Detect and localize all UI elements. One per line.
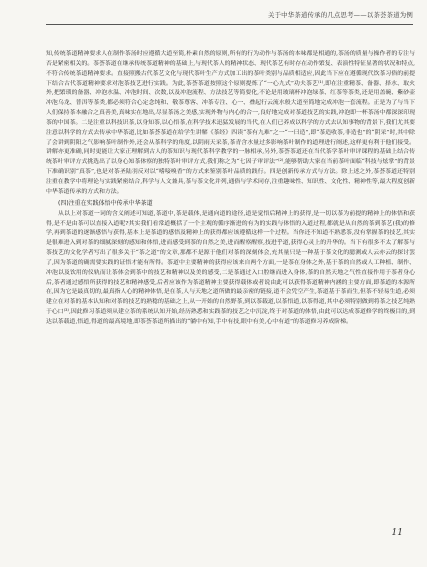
paragraph: 知,传统茶道精神要求人在制作茶汤时应遵循大道至简,朴素自然的原则,所有的行为动作与茶汤的本味都是相通的,茶汤的质量与操作者的专注与否是紧密相关的。茶荟茶道在继承传统茶道精神的基础上,与现代茶人的精神状态、现代茶艺有时存在动作繁复、表演性特征显著的状况和特点,不符合传统茶道精神要求。直接照搬古代茶艺文化与现代茶叶生产方式加工出的茶叶类别与品质相适应,因此当下应在遵循现代饮茶习俗的前提下结合古代茶道精神要求对泡茶技艺进行实践。为此,茶荟茶道按照这个原则提炼了“一心九式”功夫茶艺⁽¹⁾,即在注重精茶、备器、择水、取火外,把繁琐的备器、冲泡水温、冲泡时间、次数,以及冲泡流程、方法技艺等简要化,不论是用玻璃杯冲泡绿茶、红茶等茶类,还是用盖碗、紫砂壶冲泡乌龙、普洱等茶类,都必须符合心定念纯和、敬茶尊客、冲茶专注、心一、叠起行云流水般大道至简地完成冲泡一套流程。正是为了与当下人们保持茶本融合之真善美,真味实在地出,尽显茶汤之美感,实现外物与内心的合一,良好地完成对茶道技艺的实践,冲泡即一杯茶汤中都深深印现茶的中国茶。二是注重以科技识茶,以身知茶,以心悟茶,在科学技术迅猛发展的当代,在人们已养成以科学的方式去认知事物的背景下,我们尤其要注意以科学的方式去传承中华茶道,比如茶荟茶道在给学生讲解《茶经》四读“茶有九难”之一“一曰造”,即“茶造收茶,非造也”的“阴采”时,其中除了会讲到阴阳之气影响茶叶制作外,还会从茶科学的角度,以阴雨天采茶,茶青含水量过多影响茶叶制作的道理进行阐述,这样更有利于他们接受。讲解亦更准确,同时更能让大家正理解到古人的茶知识与现代茶科学教学的一脉相承,另外,茶荟茶道还在当代茶学茶叶审评课程的基础上结合传统茶叶审评方式挑选出了以身心知茶体察的独特茶叶审评方式,我们称之为“七因子审评法”⁽²⁾,能够帮助大家在当前茶叶面临“科技与炫掌”的背景下准确识别“真茶”,也是对茶圣陆羽反对以“嗜唼嗅香”的方式来鉴别茶叶品质的践行。四是创新传承方式与方法。除上述之外,茶荟茶道还特别注重在教学中将理论与实践紧密结合,科学与人文兼具,茶与茶文化并列,通俗与学术同存,注重趣味性、知识性、文化性、精神性等,最大程度创新中华茶道传承的方式和方法。 xyxy=(46,51,415,195)
paragraph: 从以上对茶道一词的含义阐述可知道,茶道中,茶是载体,是通向道的途径,道是觉悟后精神上的获得,是一切以茶为前提的精神上的体悟和获得,是不是由茶可以直接入道呢?其实我们看常道概括了一个主观的循序渐进的有为的实践与体悟的入道过程,都就是从自然的茶到茶艺(我)的修学,再到茶道的逐渐感悟与获得,基本上是茶道的感悟及精神上的获得都应该遵循这样一个过程。当你还不知道不熟悉茶,没有掌握茶的技艺,其实是很难进入到对茶的细腻深刻的感知和体悟,进而感受到茶的自然之美,进而醒察醒察,技进乎道,获得心灵上的升华的。当下有很多不太了解茶与茶技艺的文化学者写出了很多关于“茶之道”的文章,那都不是源于他们对茶的深刻体会,充其量只是一种基于茶文化的臆测或人云亦云的探讨罢了,因为茶道的确需要实践的证悟才能有所得。茶道中主要精神的获得应该来自两个方面,一是茶在身体之外,基于茶的自然或人工种植、制作、冲泡以及饮用的仪轨而让茶体会到茶中的技艺和精神以及美的感受,二是茶通过入口腔继而进入身体,茶的自然天地之气性直接作用于茶者身心后,茶者通过感悟所获得的技艺和精神感受,后者应该作为茶道精神主要获得载体或者说由此可以获得茶道精神内涵的主要方面,即茶道的本源所在,因为它是最真切的,最真指人心的精神体悟,是在茶,人与天地之道所做的最亲密的链接,道不会凭空产生,茶道基于茶而生,但茶不轻易生道,必须建立在对茶的基本认知和对茶的技艺的熟稔的基础之上,从一开始的自然野茶,到以茶载道,以茶悟道,以茶得道,其中必须特别做到将茶之技艺纯熟于心口⁽³⁾,因此修习茶道须从建立茶的系统认知开始,经历熟悉和实践茶的技艺之中沉淀,终于对茶道的体悟,由此可以达成茶道修学的终极目的,到达以茶载道,悟道,得道的最高境地,即茶荟茶道所描出的“躺中有知,手中有技,眼中有美,心中有道”的茶道修习养成阶梯。 xyxy=(46,210,415,325)
running-header xyxy=(46,6,413,25)
running-title: 关于中华茶道传承的几点思考——以茶荟茶道为例 xyxy=(268,11,413,19)
page-number: 11 xyxy=(391,528,403,538)
section-heading: (四)注重在实践体悟中传承中华茶道 xyxy=(58,199,153,207)
article-body xyxy=(46,50,415,328)
